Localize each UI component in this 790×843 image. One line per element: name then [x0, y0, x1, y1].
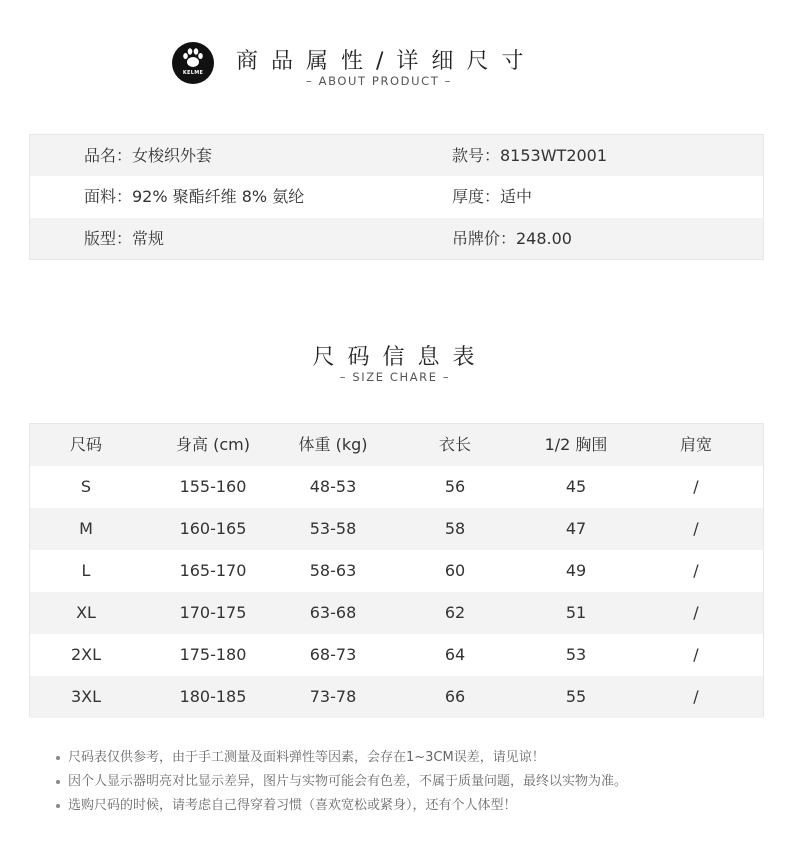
attribute-thickness: 厚度：适中: [452, 187, 533, 207]
cell-size: L: [81, 561, 91, 580]
bullet-dot-icon: [56, 756, 60, 760]
cell-size: 2XL: [70, 645, 102, 664]
cell-size: 3XL: [70, 687, 102, 706]
cell-length: 56: [444, 477, 466, 496]
size-table-header-row: [30, 424, 763, 466]
table-row: [30, 466, 763, 508]
cell-weight: 53-58: [309, 519, 357, 538]
about-product-header: [0, 36, 790, 96]
cell-shoulder: /: [693, 519, 699, 538]
attribute-style-number: 款号：8153WT2001: [452, 146, 608, 165]
cell-half-chest: 53: [565, 645, 587, 664]
cell-length: 66: [444, 687, 466, 706]
cell-shoulder: /: [693, 687, 699, 706]
header-height: 身高 (cm): [176, 435, 250, 454]
size-chart-subtitle: – SIZE CHARE –: [339, 370, 451, 384]
note-text: 尺码表仅供参考，由于手工测量及面料弹性等因素，会存在1~3CM误差，请见谅！: [68, 750, 545, 765]
bullet-dot-icon: [56, 780, 60, 784]
size-chart-title: 尺码信息表: [312, 345, 488, 370]
about-product-subtitle: – ABOUT PRODUCT –: [306, 74, 453, 88]
note-item: [56, 771, 776, 795]
cell-weight: 73-78: [309, 687, 357, 706]
cell-half-chest: 55: [565, 687, 587, 706]
header-half-chest: 1/2 胸围: [544, 435, 608, 454]
cell-height: 165-170: [179, 561, 247, 580]
attribute-row: [30, 176, 763, 217]
cell-shoulder: /: [693, 561, 699, 580]
header-size: 尺码: [69, 435, 102, 454]
paw-icon: [181, 47, 205, 69]
note-text: 选购尺码的时候，请考虑自己得穿着习惯（喜欢宽松或紧身），还有个人体型！: [68, 798, 517, 813]
header-shoulder: 肩宽: [679, 435, 712, 454]
cell-half-chest: 51: [565, 603, 587, 622]
size-chart-table: [29, 423, 764, 717]
table-row: [30, 676, 763, 718]
bullet-dot-icon: [56, 804, 60, 808]
attribute-row: [30, 135, 763, 176]
cell-shoulder: /: [693, 477, 699, 496]
cell-shoulder: /: [693, 603, 699, 622]
cell-height: 155-160: [179, 477, 247, 496]
attribute-fit: 版型：常规: [84, 228, 165, 248]
header-length: 衣长: [438, 435, 471, 454]
cell-length: 64: [444, 645, 466, 664]
attribute-fabric: 面料：92% 聚酯纤维 8% 氨纶: [84, 187, 305, 207]
cell-shoulder: /: [693, 645, 699, 664]
cell-height: 160-165: [179, 519, 247, 538]
size-chart-header: [0, 336, 790, 386]
size-notes: [56, 747, 776, 819]
attribute-row: [30, 218, 763, 259]
cell-half-chest: 47: [565, 519, 587, 538]
attribute-product-name: 品名：女梭织外套: [84, 146, 213, 165]
cell-height: 175-180: [179, 645, 247, 664]
cell-half-chest: 49: [565, 561, 587, 580]
about-product-title: 商品属性/详细尺寸: [236, 49, 537, 74]
note-text: 因个人显示器明亮对比显示差异，图片与实物可能会有色差，不属于质量问题，最终以实物为准。: [68, 774, 628, 789]
table-row: [30, 634, 763, 676]
cell-height: 170-175: [179, 603, 247, 622]
product-attributes-table: [29, 134, 764, 260]
cell-half-chest: 45: [565, 477, 587, 496]
cell-length: 60: [444, 561, 466, 580]
cell-length: 58: [444, 519, 466, 538]
table-row: [30, 592, 763, 634]
note-item: [56, 747, 776, 771]
cell-weight: 68-73: [309, 645, 357, 664]
table-row: [30, 550, 763, 592]
note-item: [56, 795, 776, 819]
cell-weight: 58-63: [309, 561, 357, 580]
cell-size: XL: [76, 603, 96, 622]
logo-text: KELME: [182, 70, 204, 76]
attribute-tag-price: 吊牌价：248.00: [452, 228, 572, 248]
kelme-logo: [172, 42, 214, 84]
cell-weight: 48-53: [309, 477, 357, 496]
cell-height: 180-185: [179, 687, 247, 706]
cell-size: M: [79, 519, 93, 538]
table-row: [30, 508, 763, 550]
cell-length: 62: [444, 603, 466, 622]
header-weight: 体重 (kg): [298, 435, 368, 454]
cell-size: S: [80, 477, 92, 496]
cell-weight: 63-68: [309, 603, 357, 622]
